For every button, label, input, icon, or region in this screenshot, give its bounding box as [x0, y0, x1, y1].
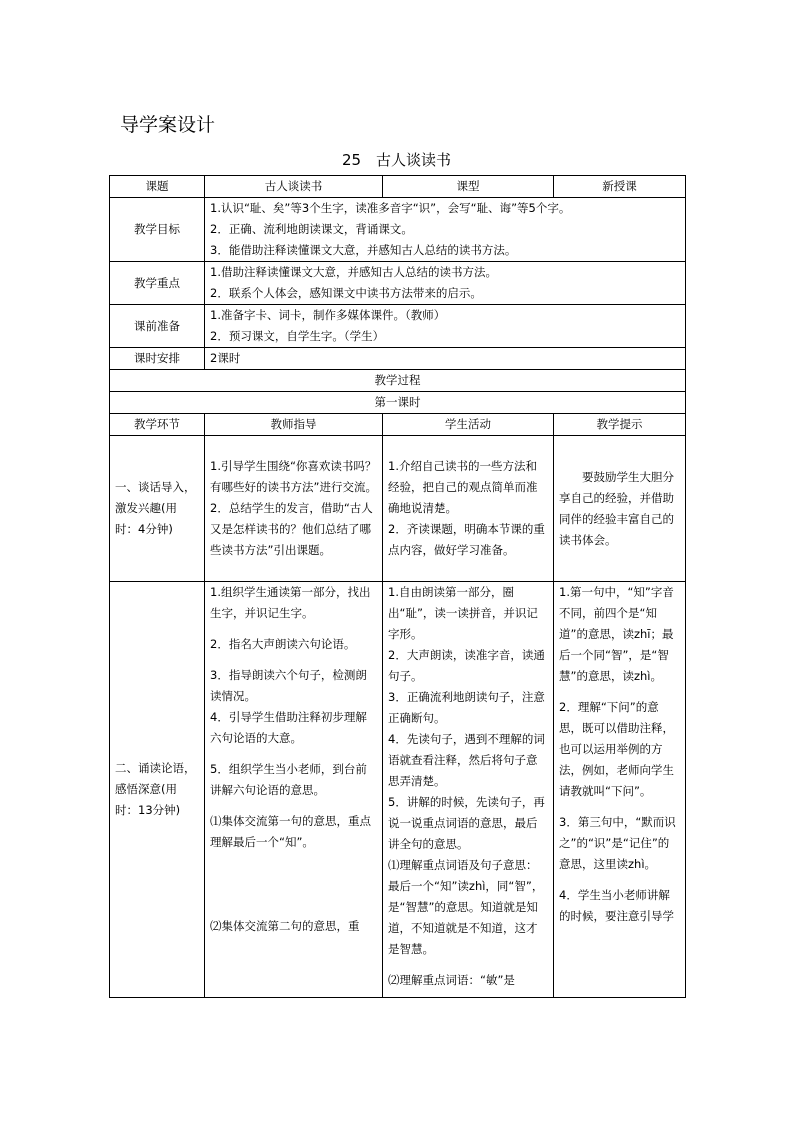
student-step: 4．先读句子，遇到不理解的词语就查看注释，然后将句子意思弄清楚。: [388, 732, 545, 788]
goals-content: [205, 198, 686, 262]
prep-item: 1.准备字卡、词卡，制作多媒体课件。（教师）: [210, 308, 446, 322]
teacher-step: 1.组织学生通读第一部分，找出生字，并识记生字。: [210, 585, 371, 620]
goal-item: 3．能借助注释读懂课文大意，并感知古人总结的读书方法。: [210, 243, 517, 257]
teacher-step: ⑴集体交流第一句的意思，重点理解最后一个“知”。: [210, 814, 371, 849]
document-title: 导学案设计: [120, 114, 216, 136]
focus-label: 教学重点: [110, 262, 205, 305]
process-heading-row: [110, 370, 686, 392]
tip-text: 要鼓励学生大胆分享自己的经验，并借助同伴的经验丰富自己的读书体会。: [559, 469, 674, 547]
teacher-step: 1.引导学生围绕“你喜欢读书吗？有哪些好的读书方法”进行交流。: [210, 459, 377, 494]
prep-label: 课前准备: [110, 305, 205, 348]
column-header-teacher: 教师指导: [205, 414, 383, 436]
student-step: 5．讲解的时候，先读句子，再说一说重点词语的意思，最后讲全句的意思。: [388, 795, 545, 851]
column-header-stage: 教学环节: [110, 414, 205, 436]
student-step: 3．正确流利地朗读句子，注意正确断句。: [388, 690, 545, 725]
student-step: 1.介绍自己读书的一些方法和经验，把自己的观点简单而准确地说清楚。: [388, 459, 538, 515]
teacher-step: 2．指名大声朗读六句论语。: [210, 637, 356, 651]
schedule-label: 课时安排: [110, 348, 205, 370]
student-step: 1.自由朗读第一部分，圈出“耻”，读一读拼音，并识记字形。: [388, 585, 538, 641]
column-header-student: 学生活动: [383, 414, 554, 436]
goals-label: 教学目标: [110, 198, 205, 262]
tip-text: 1.第一句中，“知”字音不同，前四个是“知道”的意思，读zhī；最后一个同“智”，是“智慧”的意思，读zhì。: [559, 585, 674, 683]
tip-text: 2．理解“下问”的意思，既可以借助注释，也可以运用举例的方法，例如，老师向学生请教就叫“下问”。: [559, 700, 674, 798]
stage2-tips: [554, 582, 686, 998]
stage2-name: 二、诵读论语，感悟深意(用时：13分钟): [110, 582, 205, 998]
process-heading: 教学过程: [110, 370, 686, 392]
header-row: [110, 176, 686, 198]
focus-item: 1.借助注释读懂课文大意，并感知古人总结的读书方法。: [210, 265, 497, 279]
goals-row: [110, 198, 686, 262]
goal-item: 2．正确、流利地朗读课文，背诵课文。: [210, 222, 413, 236]
stage1-row: [110, 436, 686, 582]
lesson-title: 25 古人谈读书: [341, 151, 452, 169]
prep-row: [110, 305, 686, 348]
stage1-student: [383, 436, 554, 582]
teacher-step: 5．组织学生当小老师，到台前讲解六句论语的意思。: [210, 762, 367, 797]
type-value: 新授课: [554, 176, 686, 198]
stage1-teacher: [205, 436, 383, 582]
schedule-value: 2课时: [205, 348, 686, 370]
student-step: 2．大声朗读，读准字音，读通句子。: [388, 648, 545, 683]
student-step: 2．齐读课题，明确本节课的重点内容，做好学习准备。: [388, 522, 545, 557]
stage1-tip: [554, 436, 686, 582]
stage2-row: [110, 582, 686, 998]
schedule-row: [110, 348, 686, 370]
lesson-plan-table: [109, 175, 686, 998]
topic-value: 古人谈读书: [205, 176, 383, 198]
teacher-step: 2．总结学生的发言，借助“古人又是怎样读书的？他们总结了哪些读书方法”引出课题。: [210, 501, 373, 557]
goal-item: 1.认识“耻、矣”等3个生字，读准多音字“识”，会写“耻、诲”等5个字。: [210, 201, 571, 215]
teacher-step: 4．引导学生借助注释初步理解六句论语的大意。: [210, 710, 367, 745]
period-heading-row: [110, 392, 686, 414]
focus-row: [110, 262, 686, 305]
tip-text: 3．第三句中，“默而识之”的“识”是“记住”的意思，这里读zhì。: [559, 815, 676, 871]
focus-item: 2．联系个人体会，感知课文中读书方法带来的启示。: [210, 286, 482, 300]
teacher-step: 3．指导朗读六个句子，检测朗读情况。: [210, 668, 367, 703]
column-header-row: [110, 414, 686, 436]
focus-content: [205, 262, 686, 305]
prep-content: [205, 305, 686, 348]
teacher-step: ⑵集体交流第二句的意思，重: [210, 919, 360, 933]
type-label: 课型: [383, 176, 554, 198]
stage1-name: 一、谈话导入，激发兴趣(用时：4分钟): [110, 436, 205, 582]
stage2-teacher: [205, 582, 383, 998]
stage2-student: [383, 582, 554, 998]
student-step: ⑴理解重点词语及句子意思：最后一个“知”读zhì，同“智”，是“智慧”的意思。知道就是知道，不知道就是不知道，这才是智慧。: [388, 858, 544, 956]
column-header-tips: 教学提示: [554, 414, 686, 436]
topic-label: 课题: [110, 176, 205, 198]
tip-text: 4．学生当小老师讲解的时候，要注意引导学: [559, 888, 674, 923]
prep-item: 2．预习课文，自学生字。（学生）: [210, 329, 385, 343]
student-step: ⑵理解重点词语：“敏”是: [388, 973, 515, 987]
period-heading: 第一课时: [110, 392, 686, 414]
